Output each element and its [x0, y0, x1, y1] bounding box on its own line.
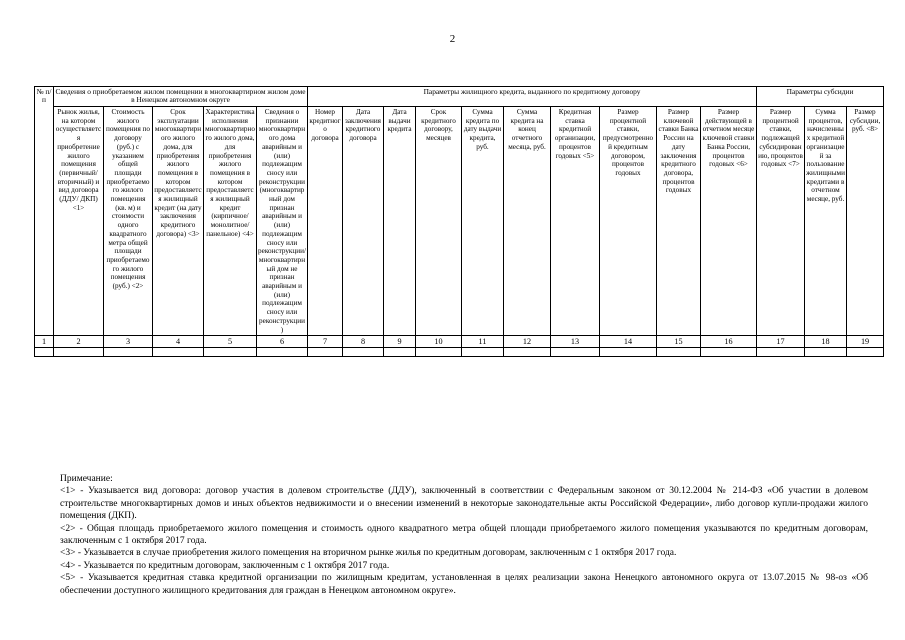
col-header: Кредитная ставка кредитной организации, процентов годовых <5> [551, 107, 600, 336]
col-number: 3 [104, 336, 153, 348]
header-credit: Параметры жилищного кредита, выданного по кредитному договору [308, 87, 757, 107]
col-header: Сумма кредита по дату выдачи кредита, руб. [462, 107, 504, 336]
col-header: Номер кредитного договора [308, 107, 343, 336]
empty-data-row [35, 348, 884, 357]
col-header: Размер субсидии, руб. <8> [847, 107, 884, 336]
col-header: Размер процентной ставки, предусмотренной кредитным договором, процентов годовых [600, 107, 657, 336]
note-item: <4> - Указывается по кредитным договорам, заключенным с 1 октября 2017 года. [60, 560, 390, 571]
col-header: Сумма кредита на конец отчетного месяца, руб. [504, 107, 551, 336]
col-number: 19 [847, 336, 884, 348]
col-number: 18 [805, 336, 847, 348]
page-number: 2 [449, 33, 456, 45]
col-number: 9 [384, 336, 416, 348]
col-header: Стоимость жилого помещения по договору (руб.) с указанием общей площади приобретаемого жилого помещения (кв. м) и стоимости одного квадратного метра общей площади приобретаемого жилого помещения (руб.) <2> [104, 107, 153, 336]
group-header-row [35, 87, 884, 107]
column-number-row [35, 336, 884, 348]
col-number: 2 [54, 336, 104, 348]
col-number: 16 [701, 336, 757, 348]
header-subsidy: Параметры субсидии [757, 87, 884, 107]
notes-section [60, 473, 868, 597]
notes-title: Примечание: [60, 474, 113, 484]
col-number: 12 [504, 336, 551, 348]
col-number: 5 [204, 336, 257, 348]
col-number: 15 [657, 336, 701, 348]
header-num: № п/п [35, 87, 54, 336]
col-number: 7 [308, 336, 343, 348]
col-number: 10 [416, 336, 462, 348]
col-header: Рынок жилья, на котором осуществляется приобретение жилого помещения (первичный/ вторичный) и вид договора (ДДУ/ ДКП) <1> [54, 107, 104, 336]
col-header: Сведения о признании многоквартирного дома аварийным и (или) подлежащим сносу или реконструкции (многоквартирный дом признан аварийным и (или) подлежащим сносу или реконструкции/ многоквартирный дом не признан аварийным и (или) подлежащим сносу или реконструкции) [257, 107, 308, 336]
header-housing: Сведения о приобретаемом жилом помещении в многоквартирном жилом доме в Ненецком автономном округе [54, 87, 308, 107]
col-header: Срок эксплуатации многоквартирного жилого дома, для приобретения жилого помещения в котором предоставляется жилищный кредит (на дату заключения кредитного договора) <3> [153, 107, 204, 336]
col-number: 11 [462, 336, 504, 348]
col-header: Дата выдачи кредита [384, 107, 416, 336]
col-header: Характеристика исполнения многоквартирного жилого дома, для приобретения жилого помещения в котором предоставляется жилищный кредит (кирпичное/ монолитное/ панельное) <4> [204, 107, 257, 336]
note-item: <2> - Общая площадь приобретаемого жилого помещения и стоимость одного квадратного метра общей площади приобретаемого жилого помещения указываются по кредитным договорам, заключенным с 1 октября 2017 года. [60, 523, 868, 547]
col-header: Размер процентной ставки, подлежащей субсидированию, процентов годовых <7> [757, 107, 805, 336]
column-header-row [35, 107, 884, 336]
col-number: 8 [343, 336, 384, 348]
col-number: 4 [153, 336, 204, 348]
col-header: Размер ключевой ставки Банка России на дату заключения кредитного договора, процентов годовых [657, 107, 701, 336]
col-number: 1 [35, 336, 54, 348]
col-number: 17 [757, 336, 805, 348]
note-item: <3> - Указывается в случае приобретения жилого помещения на вторичном рынке жилья по кредитным договорам, заключенным с 1 октября 2017 года. [60, 548, 677, 559]
note-item: <5> - Указывается кредитная ставка кредитной организации по жилищным кредитам, установленная в целях реализации закона Ненецкого автономного округа от 13.07.2015 № 98-оз «Об обеспечении доступного жилищного кредитования для граждан в Ненецком автономном округе». [60, 573, 868, 596]
col-header: Дата заключения кредитного договора [343, 107, 384, 336]
col-number: 6 [257, 336, 308, 348]
col-header: Размер действующей в отчетном месяце ключевой ставки Банка России, процентов годовых <6> [701, 107, 757, 336]
note-item: <1> - Указывается вид договора: договор участия в долевом строительстве (ДДУ), заключенный в соответствии с Федеральным законом от 30.12.2004 № 214-ФЗ «Об участии в долевом строительстве многоквартирных домов и иных объектов недвижимости и о внесении изменений в некоторые законодательные акты Российской Федерации», либо договор купли-продажи жилого помещения (ДКП). [60, 486, 868, 522]
col-number: 14 [600, 336, 657, 348]
col-header: Сумма процентов, начисленных кредитной организацией за пользование жилищными кредитами в отчетном месяце, руб. [805, 107, 847, 336]
col-number: 13 [551, 336, 600, 348]
col-header: Срок кредитного договору, месяцев [416, 107, 462, 336]
report-table [34, 86, 884, 357]
